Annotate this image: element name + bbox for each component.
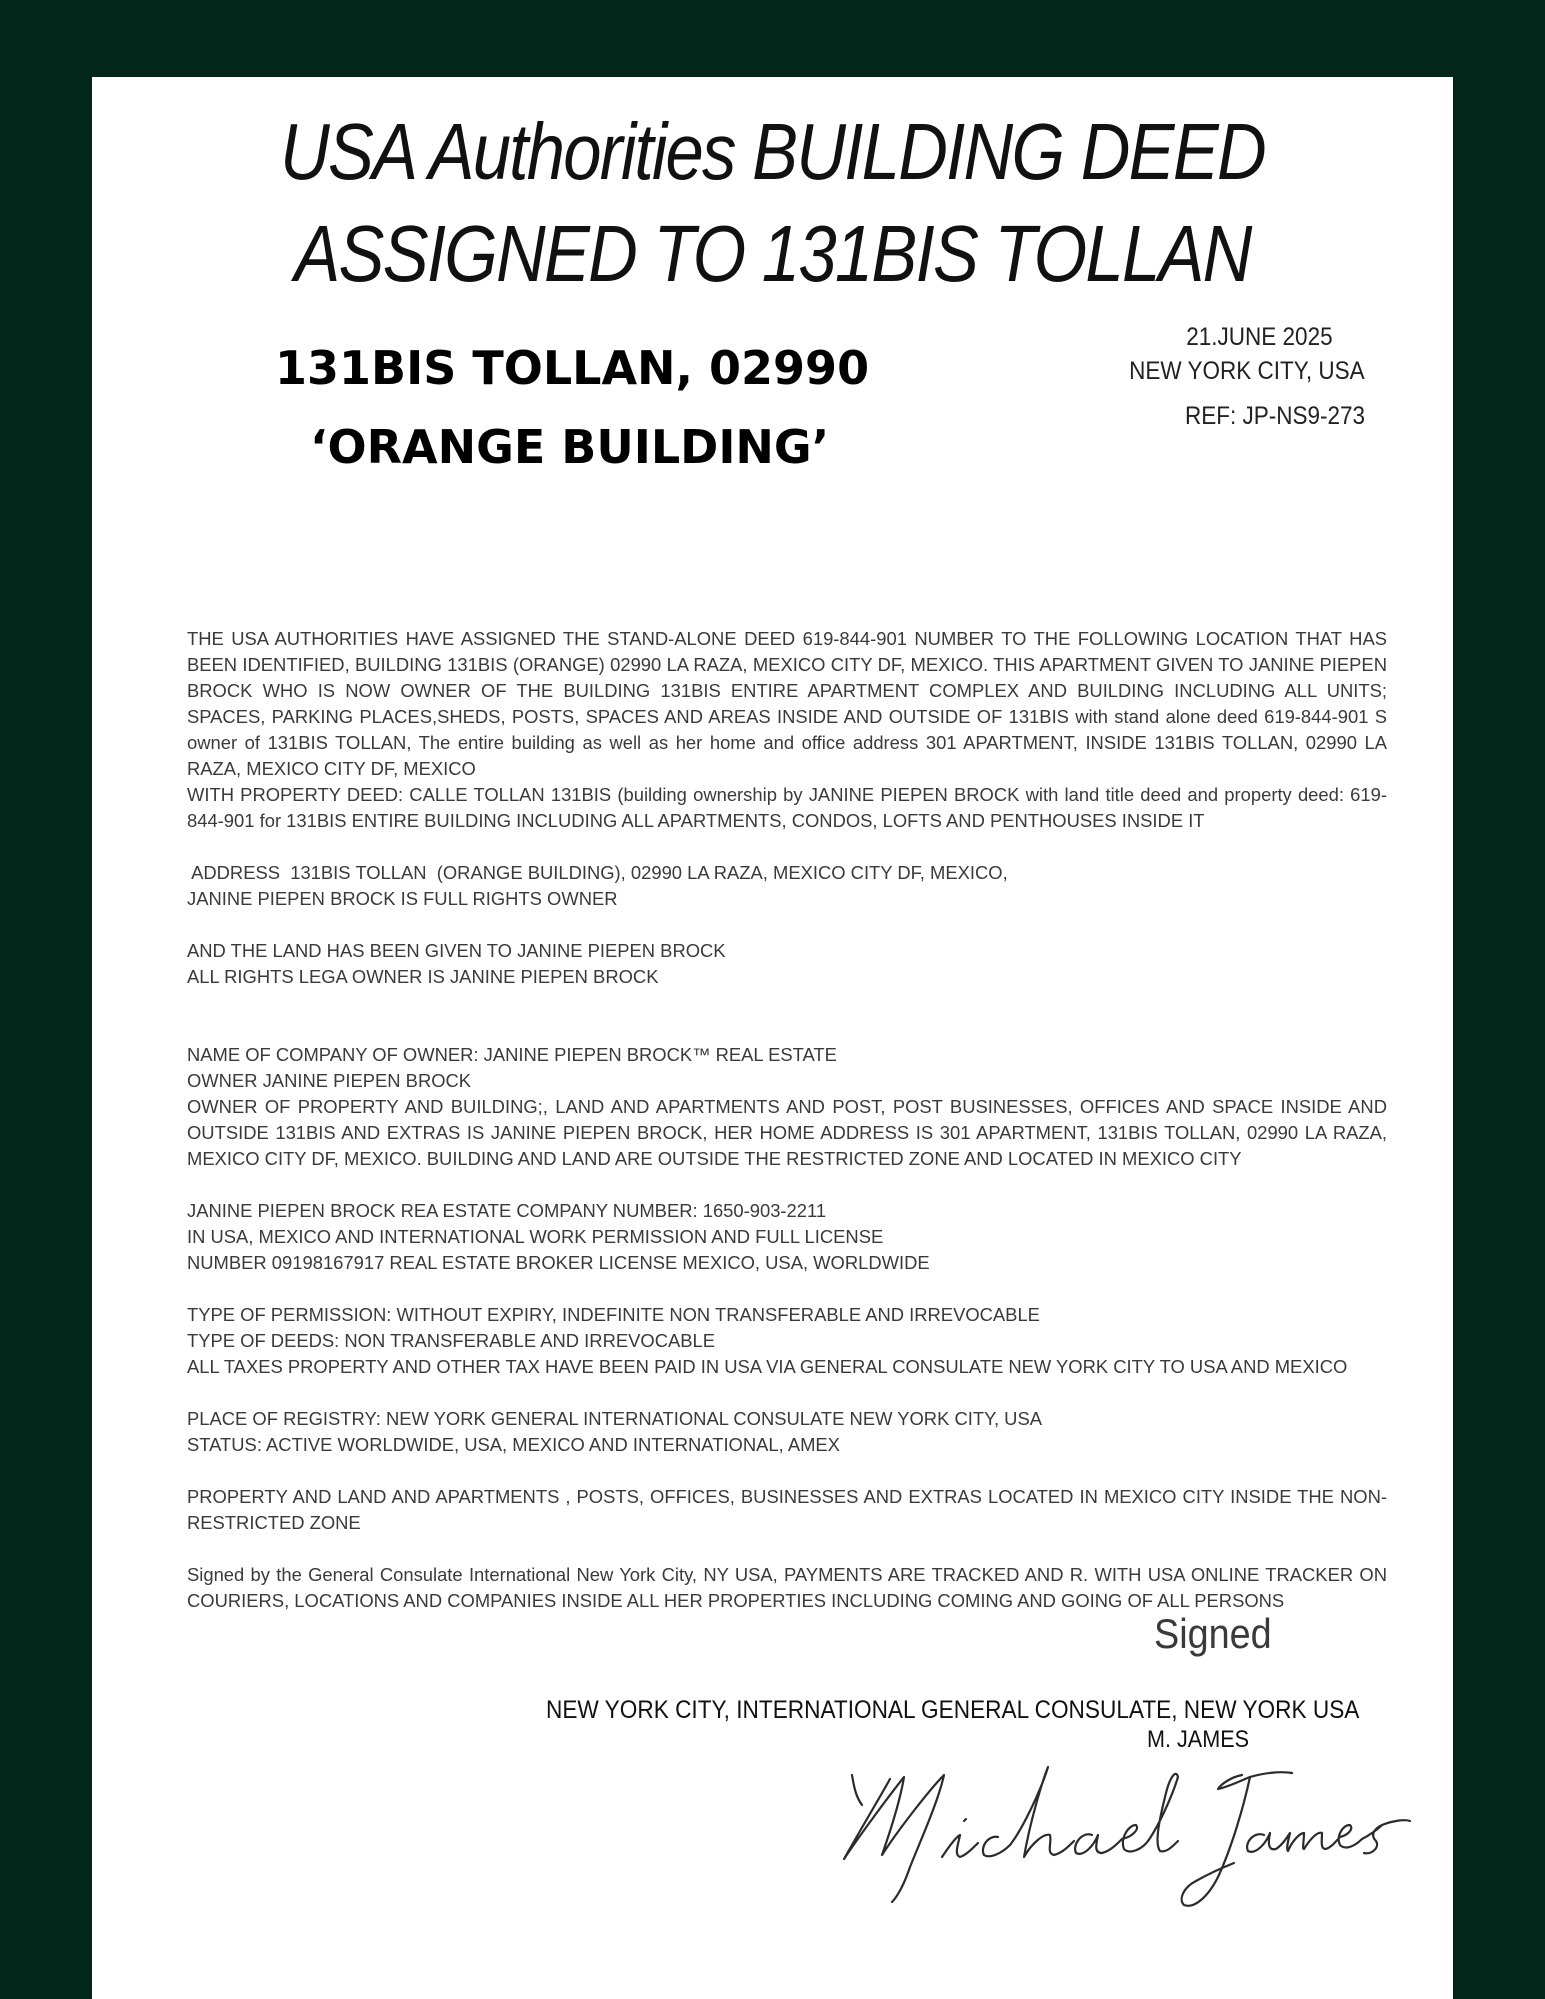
paragraph-address: ADDRESS 131BIS TOLLAN (ORANGE BUILDING), 02990 LA RAZA, MEXICO CITY DF, MEXICO, — [187, 862, 1008, 883]
paragraph-company-name: NAME OF COMPANY OF OWNER: JANINE PIEPEN BROCK™ REAL ESTATE — [187, 1044, 837, 1065]
deed-page — [92, 77, 1453, 1999]
paragraph-deed-type: TYPE OF DEEDS: NON TRANSFERABLE AND IRREVOCABLE — [187, 1330, 716, 1351]
title-line-2: ASSIGNED TO 131BIS TOLLAN — [294, 209, 1251, 298]
document-city: NEW YORK CITY, USA — [1129, 357, 1365, 385]
deed-body — [187, 626, 1387, 1614]
document-reference: REF: JP-NS9-273 — [1184, 402, 1365, 430]
consulate-line: NEW YORK CITY, INTERNATIONAL GENERAL CONSULATE, NEW YORK USA — [546, 1696, 1360, 1724]
subtitle-building-name: ‘ORANGE BUILDING’ — [310, 420, 830, 474]
paragraph-legal-owner: ALL RIGHTS LEGA OWNER IS JANINE PIEPEN BROCK — [187, 966, 659, 987]
paragraph-company-number: JANINE PIEPEN BROCK REA ESTATE COMPANY NUMBER: 1650-903-2211 — [187, 1200, 827, 1221]
paragraph-owner-name: OWNER JANINE PIEPEN BROCK — [187, 1070, 472, 1091]
paragraph-registry: PLACE OF REGISTRY: NEW YORK GENERAL INTERNATIONAL CONSULATE NEW YORK CITY, USA — [187, 1408, 1042, 1429]
document-date: 21.JUNE 2025 — [1186, 323, 1333, 351]
paragraph-zone: PROPERTY AND LAND AND APARTMENTS , POSTS, OFFICES, BUSINESSES AND EXTRAS LOCATED IN MEXICO CITY INSIDE THE NON-RESTRICTED ZONE — [187, 1486, 1387, 1533]
signed-label: Signed — [1154, 1610, 1272, 1657]
paragraph-assignment: THE USA AUTHORITIES HAVE ASSIGNED THE STAND-ALONE DEED 619-844-901 NUMBER TO THE FOLLOWING LOCATION THAT HAS BEEN IDENTIFIED, BUILDING 131BIS (ORANGE) 02990 LA RAZA, MEXICO CITY DF, MEXICO. THIS APARTMENT GIVEN TO JANINE PIEPEN BROCK WHO IS NOW OWNER OF THE BUILDING 131BIS ENTIRE APARTMENT COMPLEX AND BUILDING INCLUDING ALL UNITS; SPACES, PARKING PLACES,SHEDS, POSTS, SPACES AND AREAS INSIDE AND OUTSIDE OF 131BIS with stand alone deed 619-844-901 S owner of 131BIS TOLLAN, The entire building as well as her home and office address 301 APARTMENT, INSIDE 131BIS TOLLAN, 02990 LA RAZA, MEXICO CITY DF, MEXICO — [187, 628, 1387, 779]
handwritten-signature — [792, 1717, 1412, 1917]
paragraph-signed-by: Signed by the General Consulate International New York City, NY USA, PAYMENTS ARE TRACKED AND R. WITH USA ONLINE TRACKER ON COURIERS, LOCATIONS AND COMPANIES INSIDE ALL HER PROPERTIES INCLUDING COMING AND GOING OF ALL PERSONS — [187, 1564, 1387, 1611]
paragraph-taxes: ALL TAXES PROPERTY AND OTHER TAX HAVE BEEN PAID IN USA VIA GENERAL CONSULATE NEW YORK CITY TO USA AND MEXICO — [187, 1356, 1348, 1377]
subtitle-address: 131BIS TOLLAN, 02990 — [275, 341, 870, 395]
paragraph-owner-property: OWNER OF PROPERTY AND BUILDING;, LAND AND APARTMENTS AND POST, POST BUSINESSES, OFFICES AND SPACE INSIDE AND OUTSIDE 131BIS AND EXTRAS IS JANINE PIEPEN BROCK, HER HOME ADDRESS IS 301 APARTMENT, 131BIS TOLLAN, 02990 LA RAZA, MEXICO CITY DF, MEXICO. BUILDING AND LAND ARE OUTSIDE THE RESTRICTED ZONE AND LOCATED IN MEXICO CITY — [187, 1096, 1387, 1169]
signer-name: M. JAMES — [1147, 1726, 1250, 1753]
paragraph-work-permission: IN USA, MEXICO AND INTERNATIONAL WORK PERMISSION AND FULL LICENSE — [187, 1226, 884, 1247]
paragraph-land-given: AND THE LAND HAS BEEN GIVEN TO JANINE PIEPEN BROCK — [187, 940, 726, 961]
paragraph-broker-license: NUMBER 09198167917 REAL ESTATE BROKER LICENSE MEXICO, USA, WORLDWIDE — [187, 1252, 930, 1273]
paragraph-status: STATUS: ACTIVE WORLDWIDE, USA, MEXICO AND INTERNATIONAL, AMEX — [187, 1434, 840, 1455]
paragraph-owner-rights: JANINE PIEPEN BROCK IS FULL RIGHTS OWNER — [187, 888, 618, 909]
title-line-1: USA Authorities BUILDING DEED — [280, 107, 1265, 196]
paragraph-property-deed: WITH PROPERTY DEED: CALLE TOLLAN 131BIS (building ownership by JANINE PIEPEN BROCK with land title deed and property deed: 619-844-901 for 131BIS ENTIRE BUILDING INCLUDING ALL APARTMENTS, CONDOS, LOFTS AND PENTHOUSES INSIDE IT — [187, 784, 1387, 831]
paragraph-permission-type: TYPE OF PERMISSION: WITHOUT EXPIRY, INDEFINITE NON TRANSFERABLE AND IRREVOCABLE — [187, 1304, 1040, 1325]
